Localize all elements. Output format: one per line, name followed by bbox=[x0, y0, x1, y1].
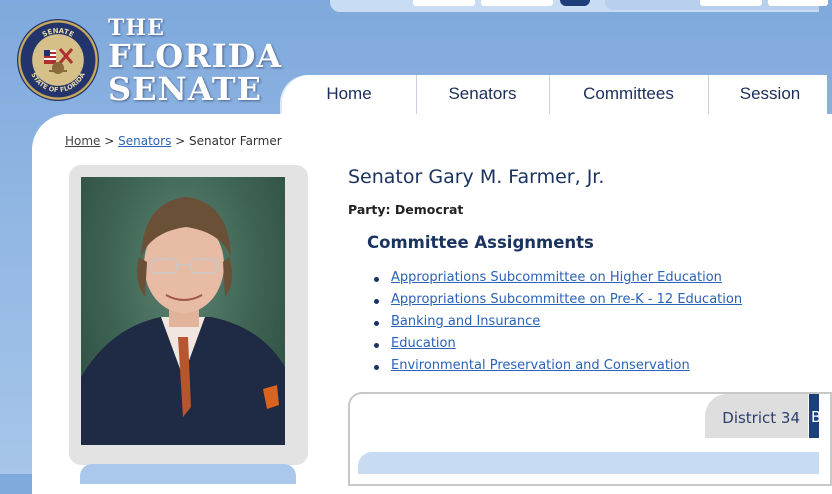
nav-home[interactable]: Home bbox=[282, 75, 417, 114]
list-item bbox=[372, 270, 742, 292]
senate-seal-logo[interactable] bbox=[17, 19, 99, 101]
nav-committees[interactable]: Committees bbox=[549, 75, 709, 114]
seal-top-text: SENATE bbox=[40, 26, 76, 39]
list-item bbox=[372, 314, 742, 336]
tab-next-label: B bbox=[811, 408, 822, 426]
committee-list bbox=[372, 270, 742, 380]
utility-pill[interactable] bbox=[413, 0, 475, 6]
site-logo-text[interactable] bbox=[108, 16, 282, 106]
committee-link[interactable]: Banking and Insurance bbox=[391, 314, 541, 329]
breadcrumb-home-link[interactable]: Home bbox=[65, 134, 101, 148]
logo-line-senate: SENATE bbox=[108, 70, 263, 108]
senator-portrait bbox=[81, 177, 285, 445]
logo-line-the: THE bbox=[108, 15, 165, 41]
nav-senators[interactable]: Senators bbox=[416, 75, 550, 114]
committee-link[interactable]: Environmental Preservation and Conservation bbox=[391, 358, 690, 373]
svg-text:SENATE bbox=[41, 27, 75, 39]
utility-pill[interactable] bbox=[481, 0, 553, 6]
tab-content-header bbox=[358, 452, 819, 474]
svg-text:STATE OF FLORIDA bbox=[29, 71, 86, 94]
tab-district-label: District 34 bbox=[722, 409, 800, 427]
main-navigation bbox=[282, 75, 827, 114]
committee-assignments-heading: Committee Assignments bbox=[367, 233, 594, 252]
tab-district[interactable] bbox=[705, 394, 808, 438]
list-item bbox=[372, 358, 742, 380]
breadcrumb-current: Senator Farmer bbox=[189, 134, 282, 148]
list-item bbox=[372, 292, 742, 314]
committee-link[interactable]: Appropriations Subcommittee on Higher Education bbox=[391, 270, 722, 285]
logo-line-florida: FLORIDA bbox=[108, 37, 283, 75]
utility-subbar bbox=[605, 0, 819, 10]
breadcrumb bbox=[65, 134, 282, 148]
breadcrumb-senators-link[interactable]: Senators bbox=[118, 134, 172, 148]
committee-link[interactable]: Education bbox=[391, 336, 456, 351]
breadcrumb-separator: > bbox=[171, 134, 190, 148]
sidebar-panel-top bbox=[80, 464, 296, 484]
utility-dot[interactable] bbox=[560, 0, 590, 6]
tab-next[interactable] bbox=[809, 394, 822, 438]
seal-bottom-text: STATE OF FLORIDA bbox=[29, 71, 87, 95]
breadcrumb-separator: > bbox=[100, 134, 119, 148]
nav-session[interactable]: Session bbox=[739, 84, 801, 103]
top-utility-bar bbox=[330, 0, 819, 12]
senator-party: Party: Democrat bbox=[348, 202, 464, 217]
senator-name-heading: Senator Gary M. Farmer, Jr. bbox=[348, 166, 605, 188]
utility-pill[interactable] bbox=[700, 0, 762, 6]
list-item bbox=[372, 336, 742, 358]
utility-pill[interactable] bbox=[768, 0, 828, 6]
committee-link[interactable]: Appropriations Subcommittee on Pre-K - 12 Education bbox=[391, 292, 743, 307]
